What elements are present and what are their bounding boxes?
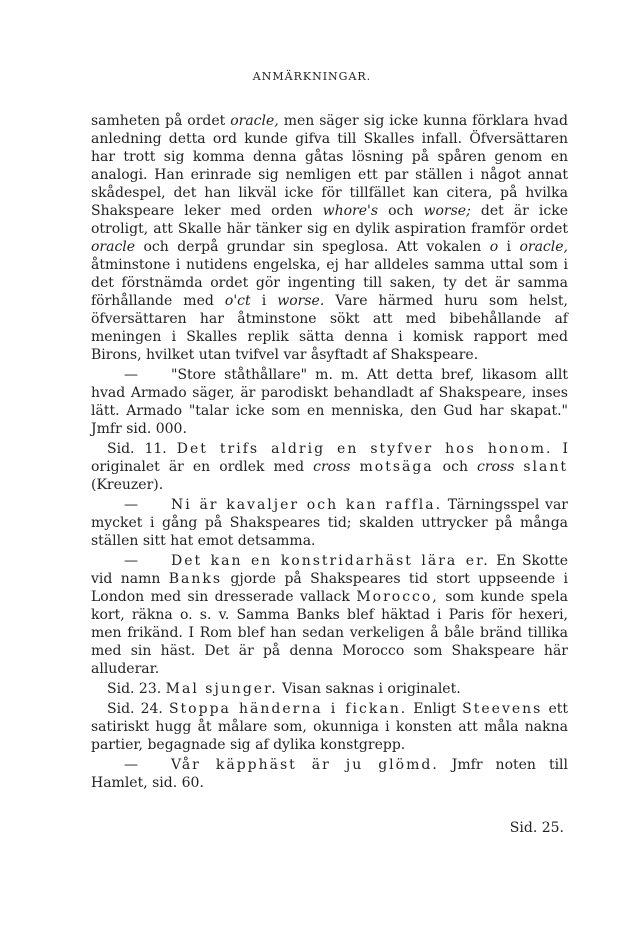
note-text: Jmfr noten till Hamlet, sid. 60. xyxy=(91,757,568,791)
note-text: i xyxy=(250,293,278,309)
notes-body xyxy=(91,112,568,794)
note-text: Sid. 24. xyxy=(107,701,169,717)
spaced-quote: Det trifs aldrig en styfver hos honom. xyxy=(176,441,553,457)
note-text: det är icke otroligt, att Skalle här tänker sig en dylik aspiration framför ordet xyxy=(91,203,569,237)
note-text: Tärningsspel var mycket i gång på Shakspeares tid; skalden uttrycker på många ställen sitt hat emot detsamma. xyxy=(91,497,568,549)
italic-term: oracle, xyxy=(519,239,568,255)
note-text: (Kreuzer). xyxy=(91,477,164,493)
catchword: Sid. 25. xyxy=(509,820,564,836)
note-text: "Store ståthållare" m. m. Att detta bref, likasom allt hvad Armado säger, är parodiskt behandladt af Shakspeare, inses lätt. Armado "talar icke som en menniska, den Gud har skapat." Jmfr sid. 000. xyxy=(91,367,568,437)
spaced-quote: motsäga xyxy=(359,459,434,475)
italic-term: oracle, xyxy=(230,113,279,129)
note-paragraph xyxy=(91,112,568,364)
note-text: ett satiriskt hugg åt målare som, okunniga i konsten att måla nakna partier, begagnade sig af dylika konstgrepp. xyxy=(91,701,568,753)
italic-term: worse. xyxy=(277,293,325,309)
page-header: ANMÄRKNINGAR. xyxy=(252,70,372,83)
note-text: men säger sig icke kunna förklara hvad anledning detta ord kunde gifva till Skalles infall. Öfversättaren har trott sig komma denna gåtas lösning på spåren genom en analogi. Han erinrade sig nemligen ett par ställen i något annat skådespel, det han likväl icke för tillfället kan citera, på hvilka Shakspeare leker med orden xyxy=(91,113,568,219)
spaced-quote: Stoppa händerna i fickan. xyxy=(168,701,408,717)
note-text: och xyxy=(433,459,477,475)
italic-term: o'ct xyxy=(224,293,251,309)
italic-term: o xyxy=(489,239,499,255)
spaced-quote: Vår käpphäst är ju glömd. xyxy=(171,757,439,773)
note-paragraph xyxy=(91,366,568,438)
spaced-quote: Det kan en konstridarhäst lära er. xyxy=(171,553,490,569)
note-paragraph xyxy=(91,496,568,550)
italic-term: whore's xyxy=(322,203,379,219)
ditto-dash: — xyxy=(124,497,138,513)
note-text: och derpå grundar sin speglosa. Att vokalen xyxy=(135,239,490,255)
ditto-dash: — xyxy=(124,757,138,773)
italic-term: cross xyxy=(313,459,351,475)
note-text: och xyxy=(378,203,424,219)
note-text: samheten på ordet xyxy=(91,113,231,129)
note-paragraph xyxy=(91,700,568,754)
italic-term: cross xyxy=(477,459,515,475)
ditto-dash: — xyxy=(124,367,138,383)
note-paragraph xyxy=(91,756,568,792)
note-text: gjorde på Shakspeares tid stort uppseende i London med sin dresserade vallack xyxy=(91,571,568,605)
italic-term: worse; xyxy=(423,203,471,219)
note-paragraph xyxy=(91,440,568,494)
spaced-quote: Steevens xyxy=(462,701,543,717)
note-text: som kunde spela kort, räkna o. s. v. Samma Banks blef häktad i Paris för hexeri, men frikänd. I Rom blef han sedan verkeligen å båle bränd tillika med sin häst. Det är på denna Morocco som Shakspeare här alluderar. xyxy=(91,589,568,677)
note-text: åtminstone i nutidens engelska, ej har alldeles samma uttal som i det förstnämda ordet gör ingenting till saken, ty det är samma förhållande med xyxy=(91,257,568,309)
note-paragraph xyxy=(91,680,568,698)
note-text: Sid. 23. xyxy=(107,681,166,697)
note-paragraph xyxy=(91,552,568,678)
spaced-quote: Morocco, xyxy=(356,589,439,605)
note-text: Visan saknas i originalet. xyxy=(277,681,461,697)
ditto-dash: — xyxy=(124,553,138,569)
note-text: Enligt xyxy=(407,701,463,717)
note-text: Sid. 11. xyxy=(107,441,177,457)
spaced-quote: Ni är kavaljer och kan raffla. xyxy=(171,497,443,513)
spaced-quote: Banks xyxy=(168,571,223,587)
italic-term: oracle xyxy=(91,239,136,255)
note-text: I originalet är en ordlek med xyxy=(91,441,568,475)
note-text: Vare härmed huru som helst, öfversättaren har åtminstone sökt att med bibehållande af meningen i Skalles replik sätta denna i komisk rapport med Birons, hvilket utan tvifvel var åsyftadt af Shakspeare. xyxy=(91,293,568,363)
spaced-quote: Mal sjunger. xyxy=(165,681,278,697)
spaced-quote: slant xyxy=(523,459,569,475)
note-text: En Skotte vid namn xyxy=(91,553,568,587)
note-text: i xyxy=(498,239,520,255)
